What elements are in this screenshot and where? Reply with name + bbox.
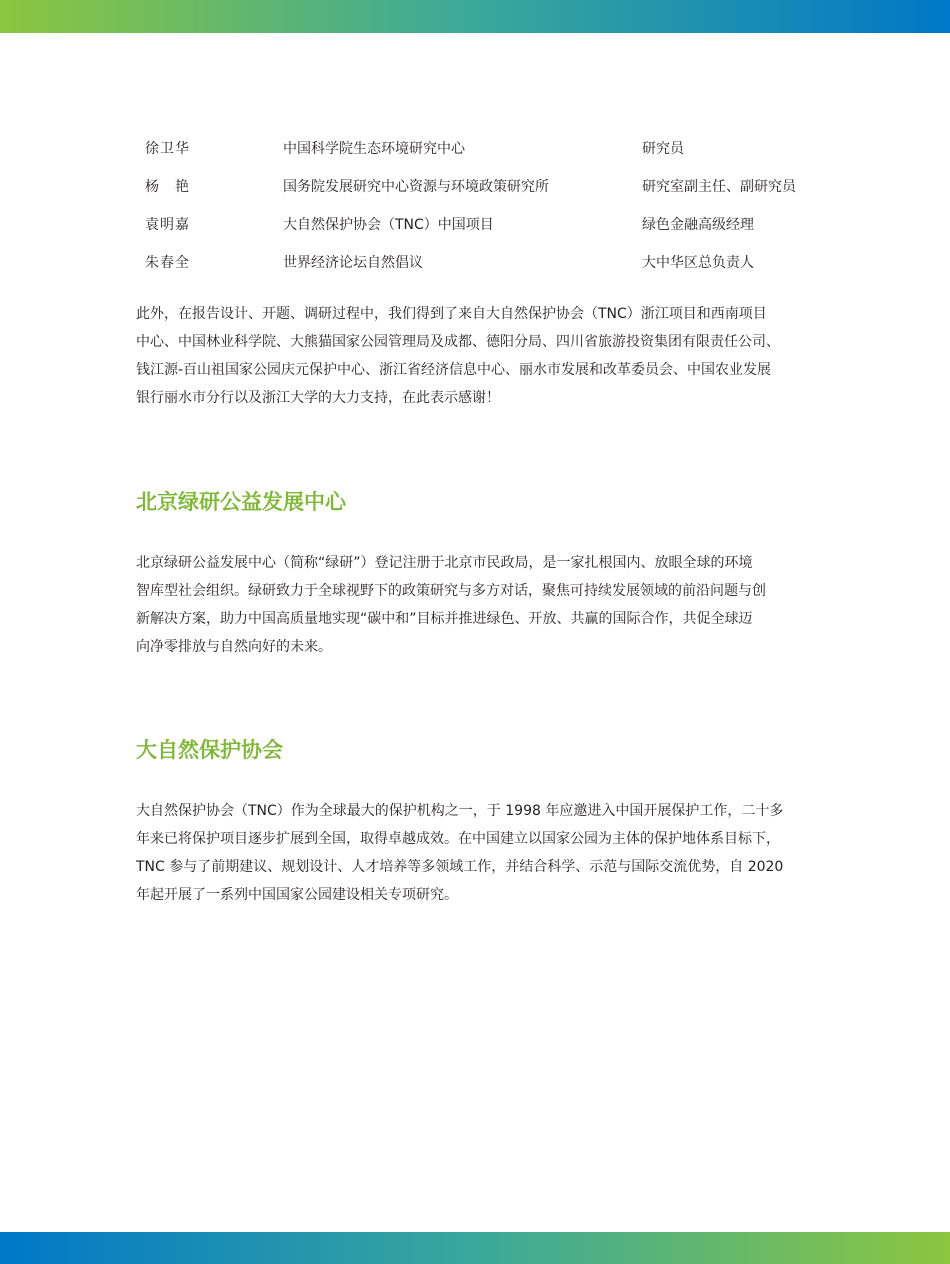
acknowledgement-paragraph: [136, 300, 820, 412]
text-line: 智库型社会组织。绿研致力于全球视野下的政策研究与多方对话，聚焦可持续发展领域的前沿问题与创: [136, 583, 766, 599]
text-line: 银行丽水市分行以及浙江大学的大力支持，在此表示感谢！: [136, 390, 500, 406]
text-line: 年起开展了一系列中国国家公园建设相关专项研究。: [136, 887, 458, 903]
text-line: 向净零排放与自然向好的未来。: [136, 639, 332, 655]
text-line: 钱江源-百山祖国家公园庆元保护中心、浙江省经济信息中心、丽水市发展和改革委员会、中国农业发展: [136, 362, 772, 378]
contributor-name: 徐卫华: [145, 141, 190, 157]
contributor-row: [145, 215, 825, 253]
top-gradient-bar: [0, 0, 950, 33]
text-line: 此外，在报告设计、开题、调研过程中，我们得到了来自大自然保护协会（TNC）浙江项目和西南项目: [136, 306, 767, 322]
tnc-paragraph: [136, 797, 820, 909]
contributor-title: 研究员: [642, 141, 684, 157]
contributor-org: 国务院发展研究中心资源与环境政策研究所: [283, 179, 549, 195]
text-line: 北京绿研公益发展中心（简称“绿研”）登记注册于北京市民政局，是一家扎根国内、放眼全球的环境: [136, 555, 753, 571]
bottom-gradient-bar: [0, 1232, 950, 1264]
contributor-title: 绿色金融高级经理: [642, 217, 754, 233]
text-line: 新解决方案，助力中国高质量地实现“碳中和”目标并推进绿色、开放、共赢的国际合作，共促全球迈: [136, 611, 753, 627]
section-heading-greenovation: 北京绿研公益发展中心: [136, 490, 346, 514]
text-line: 大自然保护协会（TNC）作为全球最大的保护机构之一，于 1998 年应邀进入中国开展保护工作，二十多: [136, 803, 784, 819]
contributor-row: [145, 177, 825, 215]
contributor-row: [145, 139, 825, 177]
text-line: 中心、中国林业科学院、大熊猫国家公园管理局及成都、德阳分局、四川省旅游投资集团有限责任公司、: [136, 334, 780, 350]
contributor-title: 大中华区总负责人: [642, 255, 754, 271]
contributor-org: 中国科学院生态环境研究中心: [283, 141, 465, 157]
contributor-name: 袁明嘉: [145, 217, 190, 233]
contributor-table: [145, 139, 825, 291]
contributor-name: 朱春全: [145, 255, 190, 271]
greenovation-paragraph: [136, 549, 820, 661]
contributor-name: 杨 艳: [145, 179, 190, 195]
text-line: 年来已将保护项目逐步扩展到全国，取得卓越成效。在中国建立以国家公园为主体的保护地体系目标下，: [136, 831, 780, 847]
section-heading-tnc: 大自然保护协会: [136, 738, 283, 762]
contributor-row: [145, 253, 825, 291]
contributor-org: 大自然保护协会（TNC）中国项目: [283, 217, 494, 233]
contributor-title: 研究室副主任、副研究员: [642, 179, 796, 195]
contributor-org: 世界经济论坛自然倡议: [283, 255, 423, 271]
text-line: TNC 参与了前期建议、规划设计、人才培养等多领域工作，并结合科学、示范与国际交流优势，自 2020: [136, 859, 784, 875]
